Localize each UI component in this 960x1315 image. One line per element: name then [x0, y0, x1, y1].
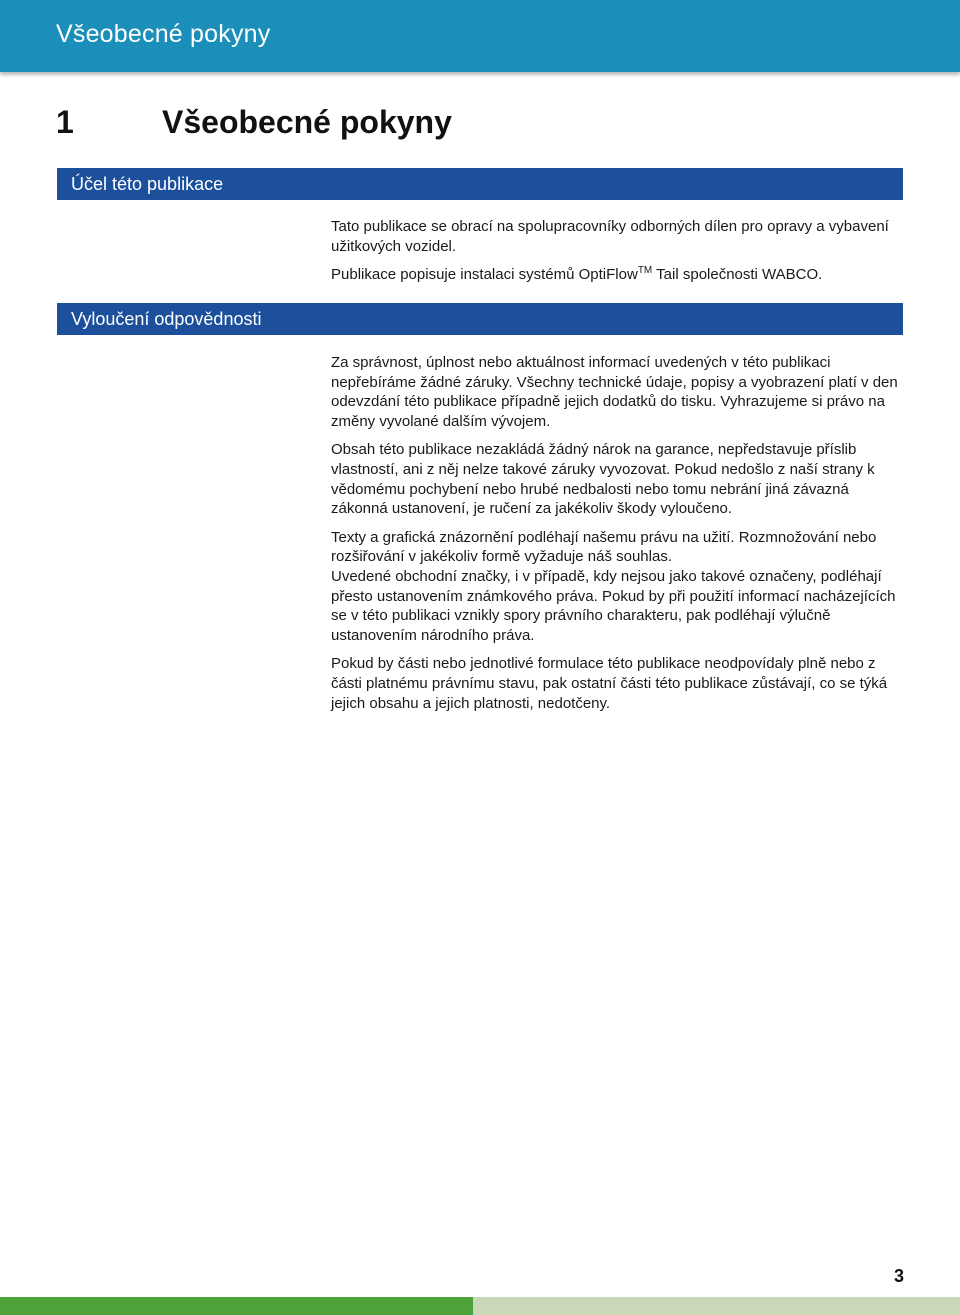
paragraph: Uvedené obchodní značky, i v případě, kdy nejsou jako takové označeny, podléhají přesto ustanovením známkového práva. Pokud by při použití informací nacházejících se v této publikaci vznikly spory právního charakteru, pak podléhají výlučně ustanovením národního práva.	[331, 567, 896, 644]
paragraph: Za správnost, úplnost nebo aktuálnost informací uvedených v této publikaci nepřebíráme žádné záruky. Všechny technické údaje, popisy a vyobrazení platí v den odevzdání této publikace případně jejich dodatků do tisku. Vyhrazujeme si právo na změny vyvolané dalším vývojem.	[331, 354, 898, 430]
banner-title: Všeobecné pokyny	[56, 20, 271, 48]
section-title: Vyloučení odpovědnosti	[71, 309, 262, 329]
paragraph-text: Tail společnosti WABCO.	[656, 266, 823, 284]
section-bar-purpose	[57, 168, 903, 200]
paragraph	[331, 265, 906, 285]
chapter-number: 1	[56, 104, 74, 140]
paragraph: Obsah této publikace nezakládá žádný nárok na garance, nepředstavuje příslib vlastností, ani z něj nelze takové záruky vyvozovat. Pokud nedošlo z naší strany k vědomému pochybení nebo hrubé nedbalosti nebo tomu nebrání jiná závazná zákonná ustanovení, je ručení za jakékoliv škody vyloučeno.	[331, 441, 875, 518]
paragraph: Texty a grafická znázornění podléhají našemu právu na užití. Rozmnožování nebo rozšiřování v jakékoliv formě vyžaduje náš souhlas.	[331, 528, 877, 566]
paragraph-text: Publikace popisuje instalaci systémů OptiFlow	[331, 266, 638, 284]
paragraph: Tato publikace se obrací na spolupracovníky odborných dílen pro opravy a vybavení užitkových vozidel.	[331, 218, 889, 255]
trademark-mark: TM	[637, 265, 653, 277]
footer-bar-light	[473, 1297, 960, 1315]
section-content-purpose	[331, 217, 906, 294]
paragraph: Pokud by části nebo jednotlivé formulace této publikace neodpovídaly plně nebo z části platnému právnímu stavu, pak ostatní části této publikace zůstávají, co se týká jejich obsahu a jejich platnosti, nedotčeny.	[331, 655, 888, 712]
section-bar-disclaimer	[57, 303, 903, 335]
page-number: 3	[893, 1266, 904, 1286]
footer-bar-green	[0, 1297, 473, 1315]
section-content-disclaimer	[331, 353, 906, 722]
section-title: Účel této publikace	[71, 174, 224, 194]
top-banner	[0, 0, 960, 72]
chapter-heading	[56, 104, 452, 141]
chapter-title: Všeobecné pokyny	[162, 104, 452, 140]
